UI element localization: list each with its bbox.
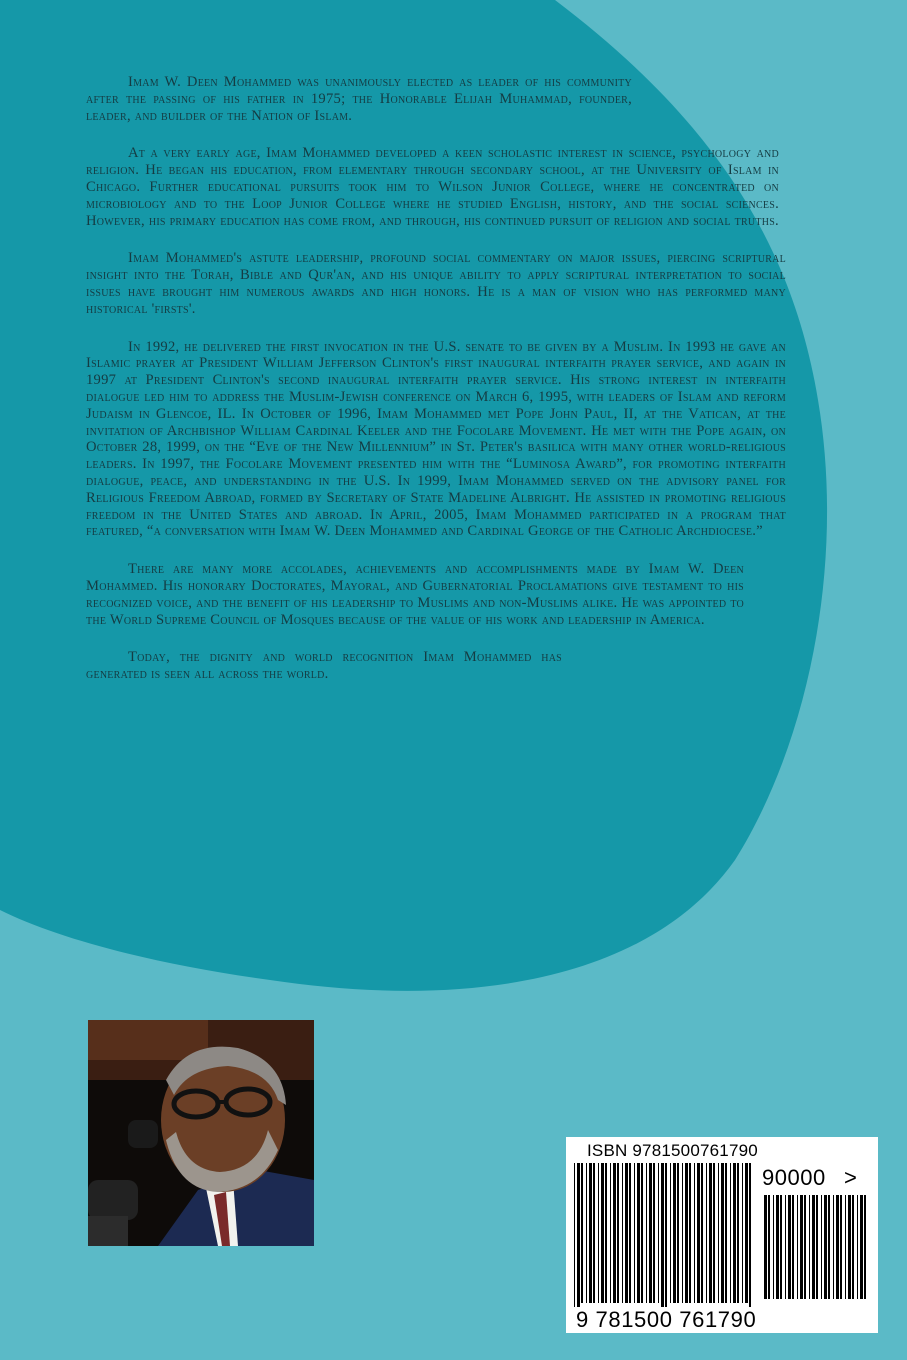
barcode-bar [653, 1163, 655, 1303]
barcode-bar [836, 1195, 839, 1299]
barcode-bar [824, 1195, 827, 1299]
paragraph-leadership: Imam Mohammed's astute leadership, profound social commentary on major issues, piercing scriptural insight into the Torah, Bible and Qur'an, and his unique ability to apply scriptural interpretation to social issues have brought him numerous awards and high honors. He is a man of vision who has performed many historical 'firsts'. [86, 250, 786, 317]
barcode-bar [840, 1195, 842, 1299]
barcode-bar [665, 1163, 667, 1315]
barcode-bar [797, 1195, 798, 1299]
barcode-bar [852, 1195, 854, 1299]
barcode-bar [622, 1163, 623, 1303]
barcode-bar [848, 1195, 851, 1299]
barcode-bar [816, 1195, 818, 1299]
barcode-bar [845, 1195, 846, 1299]
barcode-bar [860, 1195, 863, 1299]
barcode-bar [709, 1163, 712, 1303]
barcode-bar [689, 1163, 691, 1303]
author-photo [88, 1020, 314, 1246]
barcode-bar [812, 1195, 815, 1299]
barcode-bar [658, 1163, 659, 1303]
barcode-bar [804, 1195, 806, 1299]
barcode-bar [706, 1163, 707, 1303]
barcode-bar [776, 1195, 779, 1299]
barcode-bar [773, 1195, 774, 1299]
barcode-bar [649, 1163, 652, 1303]
barcode-bar [725, 1163, 727, 1303]
paragraph-election: Imam W. Deen Mohammed was unanimously elected as leader of his community after the passing of his father in 1975; the Honorable Elijah Muhammad, founder, leader, and builder of the Nation of Islam. [86, 74, 632, 124]
isbn-label: ISBN 9781500761790 [587, 1141, 758, 1160]
barcode-bar [833, 1195, 834, 1299]
barcode-bar [589, 1163, 592, 1303]
price-arrow: > [844, 1165, 857, 1190]
barcode-bar [857, 1195, 858, 1299]
barcode-bar [809, 1195, 810, 1299]
barcode-bar [661, 1163, 664, 1315]
barcode-bar [613, 1163, 616, 1303]
barcode-bar [610, 1163, 611, 1303]
barcode-bar [721, 1163, 724, 1303]
barcode-bar [677, 1163, 679, 1303]
barcode-bar [785, 1195, 786, 1299]
barcode-bar [697, 1163, 700, 1303]
barcode-bar [713, 1163, 715, 1303]
barcode-bar [581, 1163, 583, 1303]
barcode-bar [764, 1195, 767, 1299]
barcode-bar [701, 1163, 703, 1303]
isbn-digits: 9 781500 761790 [576, 1307, 757, 1332]
barcode-bar [864, 1195, 866, 1299]
barcode-bar [673, 1163, 676, 1303]
barcode-bar [605, 1163, 607, 1303]
barcode-bar [821, 1195, 822, 1299]
barcode-main-bars [574, 1163, 752, 1315]
barcode-bar [737, 1163, 739, 1303]
barcode-bar [574, 1163, 575, 1315]
barcode-bar [629, 1163, 631, 1303]
isbn-barcode [566, 1137, 878, 1333]
barcode-bar [749, 1163, 751, 1315]
barcode-bar [617, 1163, 619, 1303]
barcode-bar [625, 1163, 628, 1303]
barcode-bar [601, 1163, 604, 1303]
paragraph-interfaith: In 1992, he delivered the first invocation in the U.S. senate to be given by a Muslim. In 1993 he gave an Islamic prayer at President William Jefferson Clinton's first inaugural interfaith prayer service, and again in 1997 at President Clinton's second inaugural interfaith prayer service. His strong interest in interfaith dialogue led him to address the Muslim-Jewish conference on March 6, 1995, with leaders of Islam and reform Judaism in Glencoe, IL. In October of 1996, Imam Mohammed met Pope John Paul, II, at the Vatican, at the invitation of Archbishop William Cardinal Keeler and the Focolare Movement. He met with the Pope again, on October 28, 1999, on the “Eve of the New Millennium” in St. Peter's basilica with many other world-religious leaders. In 1997, the Focolare Movement presented him with the “Luminosa Award”, for promoting interfaith dialogue, peace, and understanding in the U.S. In 1999, Imam Mohammed served on the advisory panel for Religious Freedom Abroad, formed by Secretary of State Madeline Albright. He assisted in promoting religious freedom in the United States and abroad. In April, 2005, Imam Mohammed participated in a program that featured, “a conversation with Imam W. Deen Mohammed and Cardinal George of the Catholic Archdiocese.” [86, 338, 786, 540]
barcode-bar [634, 1163, 635, 1303]
barcode-bar [718, 1163, 719, 1303]
barcode-bar [780, 1195, 782, 1299]
barcode-addon-bars [764, 1195, 868, 1311]
barcode-bar [788, 1195, 791, 1299]
barcode-bar [742, 1163, 743, 1303]
paragraph-recognition: Today, the dignity and world recognition Imam Mohammed has generated is seen all across the world. [86, 649, 562, 683]
barcode-bar [586, 1163, 587, 1303]
barcode-bar [646, 1163, 647, 1303]
barcode-bar [593, 1163, 595, 1303]
barcode-bar [730, 1163, 731, 1303]
paragraph-education: At a very early age, Imam Mohammed developed a keen scholastic interest in science, psychology and religion. He began his education, from elementary through secondary school, at the University of Islam in Chicago. Further educational pursuits took him to Wilson Junior College, where he concentrated on microbiology and to the Loop Junior College where he studied English, history, and the social sciences. However, his primary education has come from, and through, his continued pursuit of religion and social truths. [86, 145, 779, 229]
paragraph-accolades: There are many more accolades, achievements and accomplishments made by Imam W. Deen Mohammed. His honorary Doctorates, Mayoral, and Gubernatorial Proclamations give testament to his recognized voice, and the benefit of his leadership to Muslims and non-Muslims alike. He was appointed to the World Supreme Council of Mosques because of the value of his work and leadership in America. [86, 561, 744, 628]
barcode-bar [670, 1163, 671, 1303]
back-cover-text [86, 74, 786, 704]
barcode-bar [745, 1163, 748, 1303]
barcode-bar [828, 1195, 830, 1299]
barcode-bar [598, 1163, 599, 1303]
barcode-bar [694, 1163, 695, 1303]
price-code: 90000 [762, 1165, 826, 1190]
barcode-bar [682, 1163, 683, 1303]
barcode-bar [800, 1195, 803, 1299]
barcode-bar [641, 1163, 643, 1303]
barcode-bar [685, 1163, 688, 1303]
barcode-bar [577, 1163, 580, 1315]
barcode-bar [792, 1195, 794, 1299]
barcode-bar [768, 1195, 770, 1299]
barcode-bar [733, 1163, 736, 1303]
barcode-bar [637, 1163, 640, 1303]
